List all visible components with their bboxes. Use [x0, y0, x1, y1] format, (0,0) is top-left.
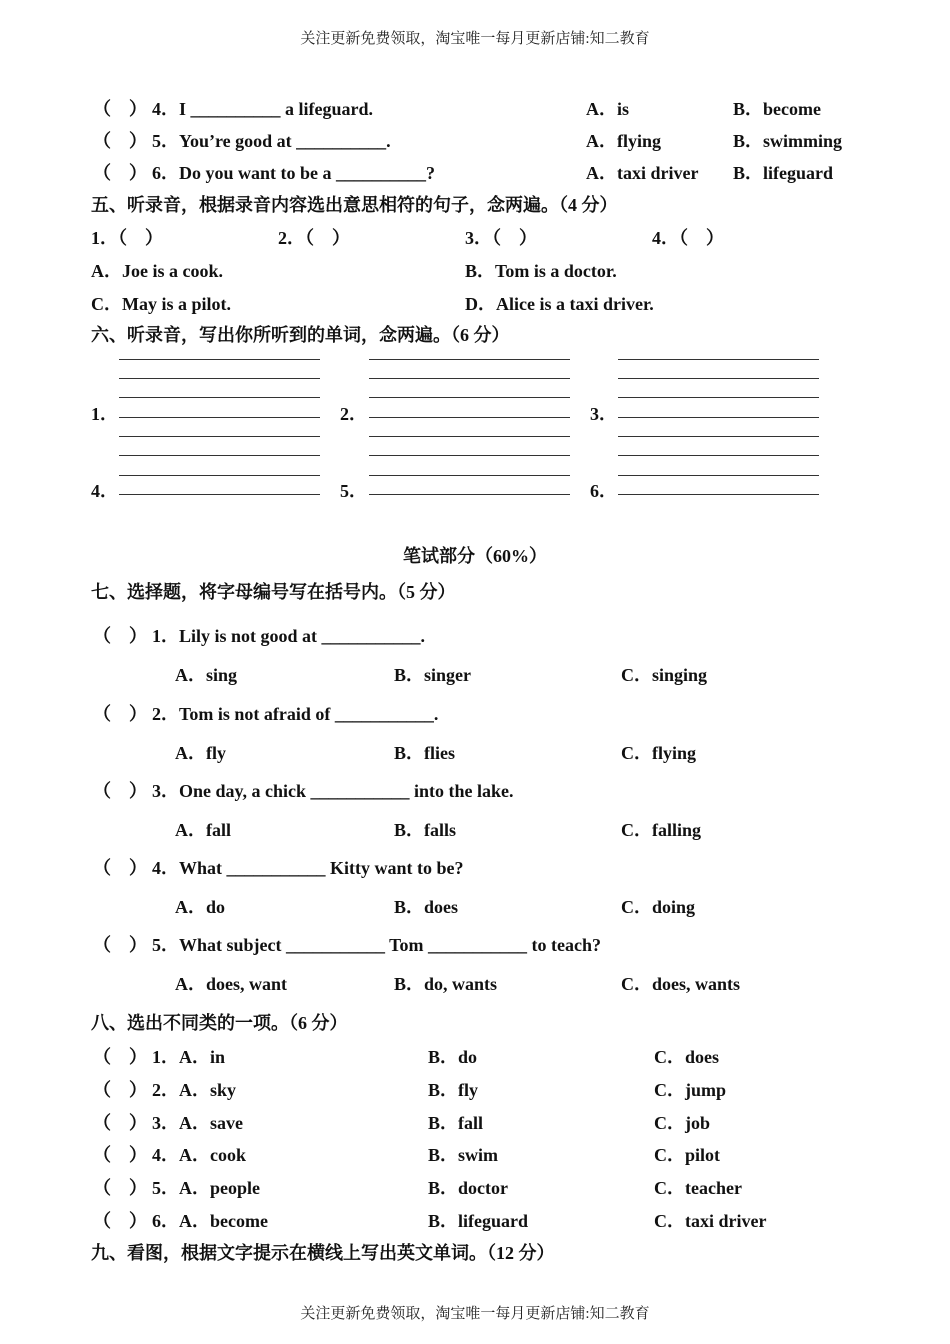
option-a: 4．A．cook [152, 1145, 246, 1165]
writing-line[interactable] [618, 475, 819, 476]
question-text: 2．Tom is not afraid of ___________. [152, 704, 439, 724]
writing-line[interactable] [618, 359, 819, 360]
paren-blank[interactable]: （ ） [93, 1047, 147, 1067]
question-text: 6．Do you want to be a __________? [152, 163, 436, 183]
writing-line[interactable] [369, 455, 570, 456]
section-5-title: 五、听录音，根据录音内容选出意思相符的句子，念两遍。（4 分） [91, 195, 618, 215]
question-text: 3．One day, a chick ___________ into the lake. [152, 781, 514, 801]
writing-line[interactable] [119, 378, 320, 379]
sentence-option: C．May is a pilot. [91, 294, 232, 314]
paren-blank[interactable]: （ ） [93, 704, 147, 724]
writing-line[interactable] [369, 378, 570, 379]
option-b: B．swim [428, 1145, 499, 1165]
option-a: 5．A．people [152, 1178, 260, 1198]
option-b: B．swimming [733, 131, 843, 151]
paren-blank[interactable]: （ ） [93, 1145, 147, 1165]
option-b: B．falls [394, 820, 457, 840]
option-c: C．does, wants [621, 974, 741, 994]
paren-blank[interactable]: （ ） [93, 131, 147, 151]
paren-blank[interactable]: （ ） [93, 781, 147, 801]
question-text: 1．Lily is not good at ___________. [152, 626, 426, 646]
sentence-option: D．Alice is a taxi driver. [465, 294, 654, 314]
answer-blank[interactable]: 1．（ ） [91, 228, 163, 248]
option-b: B．flies [394, 743, 455, 763]
line-number: 4． [91, 481, 118, 501]
option-a: A．taxi driver [586, 163, 699, 183]
question-text: 4．What ___________ Kitty want to be? [152, 858, 464, 878]
section-8-title: 八、选出不同类的一项。（6 分） [91, 1013, 348, 1033]
writing-line[interactable] [618, 494, 819, 495]
option-b: B．do [428, 1047, 478, 1067]
writing-line[interactable] [119, 494, 320, 495]
option-b: B．lifeguard [733, 163, 834, 183]
paren-blank[interactable]: （ ） [93, 1080, 147, 1100]
option-a: A．is [586, 99, 630, 119]
writing-line[interactable] [369, 417, 570, 418]
option-c: C．flying [621, 743, 697, 763]
question-text: 5．What subject ___________ Tom ___________ to teach? [152, 935, 601, 955]
paren-blank[interactable]: （ ） [93, 626, 147, 646]
option-c: C．teacher [654, 1178, 742, 1198]
writing-line[interactable] [119, 359, 320, 360]
writing-line[interactable] [618, 417, 819, 418]
writing-line[interactable] [618, 455, 819, 456]
section-6-title: 六、听录音，写出你所听到的单词，念两遍。（6 分） [91, 325, 510, 345]
option-a: 3．A．save [152, 1113, 243, 1133]
option-a: 1．A．in [152, 1047, 226, 1067]
option-b: B．singer [394, 665, 472, 685]
option-b: B．lifeguard [428, 1211, 529, 1231]
writing-line[interactable] [369, 397, 570, 398]
option-c: C．pilot [654, 1145, 721, 1165]
line-number: 2． [340, 404, 367, 424]
paren-blank[interactable]: （ ） [93, 1178, 147, 1198]
section-9-title: 九、看图，根据文字提示在横线上写出英文单词。（12 分） [91, 1243, 555, 1263]
option-b: B．fall [428, 1113, 484, 1133]
option-b: B．fly [428, 1080, 479, 1100]
paren-blank[interactable]: （ ） [93, 858, 147, 878]
answer-blank[interactable]: 4．（ ） [652, 228, 724, 248]
option-b: B．doctor [428, 1178, 508, 1198]
option-b: B．does [394, 897, 459, 917]
writing-line[interactable] [119, 455, 320, 456]
paren-blank[interactable]: （ ） [93, 935, 147, 955]
question-text: 5．You’re good at __________. [152, 131, 391, 151]
option-a: A．does, want [175, 974, 288, 994]
sentence-option: B．Tom is a doctor. [465, 261, 617, 281]
writing-line[interactable] [618, 436, 819, 437]
option-c: C．falling [621, 820, 702, 840]
writing-line[interactable] [369, 494, 570, 495]
answer-blank[interactable]: 2．（ ） [278, 228, 350, 248]
option-c: C．doing [621, 897, 696, 917]
paren-blank[interactable]: （ ） [93, 1211, 147, 1231]
paren-blank[interactable]: （ ） [93, 99, 147, 119]
option-c: C．jump [654, 1080, 727, 1100]
option-a: 2．A．sky [152, 1080, 237, 1100]
option-a: A．sing [175, 665, 238, 685]
line-number: 1． [91, 404, 118, 424]
written-part-title: 笔试部分（60%） [403, 546, 547, 566]
option-c: C．job [654, 1113, 711, 1133]
writing-line[interactable] [618, 397, 819, 398]
page-header: 关注更新免费领取，淘宝唯一每月更新店铺:知二教育 [300, 31, 650, 47]
writing-line[interactable] [618, 378, 819, 379]
writing-line[interactable] [119, 417, 320, 418]
option-a: A．flying [586, 131, 662, 151]
option-b: B．become [733, 99, 821, 119]
option-c: C．does [654, 1047, 720, 1067]
line-number: 5． [340, 481, 367, 501]
paren-blank[interactable]: （ ） [93, 163, 147, 183]
answer-blank[interactable]: 3．（ ） [465, 228, 537, 248]
question-text: 4．I __________ a lifeguard. [152, 99, 374, 119]
sentence-option: A．Joe is a cook. [91, 261, 223, 281]
option-b: B．do, wants [394, 974, 498, 994]
line-number: 6． [590, 481, 617, 501]
writing-line[interactable] [369, 359, 570, 360]
paren-blank[interactable]: （ ） [93, 1113, 147, 1133]
option-a: 6．A．become [152, 1211, 268, 1231]
writing-line[interactable] [119, 397, 320, 398]
section-7-title: 七、选择题，将字母编号写在括号内。（5 分） [91, 582, 456, 602]
option-c: C．singing [621, 665, 708, 685]
writing-line[interactable] [119, 475, 320, 476]
page-footer: 关注更新免费领取，淘宝唯一每月更新店铺:知二教育 [300, 1306, 650, 1322]
option-c: C．taxi driver [654, 1211, 767, 1231]
line-number: 3． [590, 404, 617, 424]
writing-line[interactable] [369, 475, 570, 476]
option-a: A．fall [175, 820, 231, 840]
writing-line[interactable] [119, 436, 320, 437]
writing-line[interactable] [369, 436, 570, 437]
option-a: A．do [175, 897, 226, 917]
option-a: A．fly [175, 743, 226, 763]
